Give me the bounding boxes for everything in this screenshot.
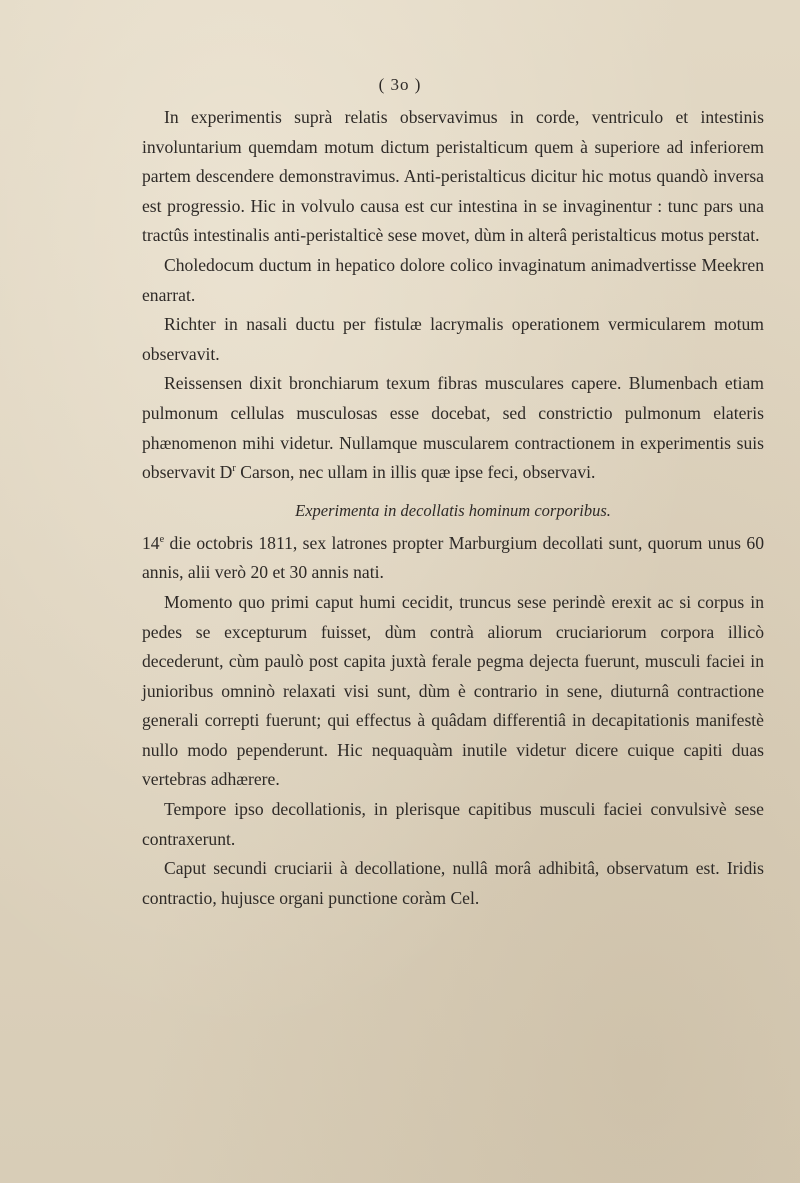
paragraph-choledocum: Choledocum ductum in hepatico dolore colico invaginatum animadvertisse Meekren enarrat. (142, 254, 764, 305)
carson-text: Carson, nec ullam in illis quæ ipse feci, observavi. (240, 462, 596, 483)
reissensen-text: Reissensen dixit bronchiarum texum fibras musculares capere. Blumenbach etiam pulmonum cellulas musculosas esse docebat, sed constrictio pulmonum elateris phænomenon mihi videtur. Nullamque muscularem contractionem in experimentis suis observavit D (142, 373, 764, 483)
paragraph-richter: Richter in nasali ductu per fistulæ lacrymalis operationem vermicularem motum observavit. (142, 314, 764, 364)
paragraph-tempore: Tempore ipso decollationis, in plerisque capitibus musculi faciei convulsivè sese contraxerunt. (142, 799, 764, 849)
paragraph-date (142, 529, 764, 588)
date-rest: die octobris 1811, sex latrones propter Marburgium decollati sunt, quorum unus 60 annis, alii verò 20 et 30 annis nati. (142, 532, 764, 583)
section-heading: Experimenta in decollatis hominum corporibus. (295, 500, 611, 520)
paragraph-peristaltic-motion: In experimentis suprà relatis observavimus in corde, ventriculo et intestinis involuntarium quemdam motum dictum peristalticum quem à superiore ad inferiorem partem descendere demonstravimus. Anti-peristalticus dicitur hic motus quandò inversa est progressio. Hic in volvulo causa est cur intestina in se invaginentur : tunc pars una tractûs intestinalis anti-peristalticè sese movet, dùm in alterâ peristalticus motus perstat. (142, 107, 764, 246)
page-number: ( 3o ) (378, 75, 422, 94)
paragraph-reissensen (142, 369, 764, 487)
date-day: 14 (142, 532, 160, 553)
doctor-superscript: r (232, 463, 236, 475)
body-text (142, 103, 764, 913)
date-superscript: e (159, 533, 165, 545)
paragraph-momento: Momento quo primi caput humi cecidit, truncus sese perindè erexit ac si corpus in pedes se excepturum fuisset, dùm contrà aliorum cruciariorum corpora illicò decederunt, cùm paulò post capita juxtà ferale pegma dejecta fuerunt, musculi faciei in junioribus omninò relaxati visi sunt, dùm è contrario in sene, diuturnâ contractione generali correpti fuerunt; qui effectus à quâdam differentiâ in decapitationis manifestè nullo modo pependerunt. Hic nequaquàm inutile videtur dicere cuique capiti duas vertebras adhærere. (142, 591, 764, 790)
paragraph-caput-secundi: Caput secundi cruciarii à decollatione, nullâ morâ adhibitâ, observatum est. Iridis contractio, hujusce organi punctione coràm Cel. (142, 858, 764, 908)
